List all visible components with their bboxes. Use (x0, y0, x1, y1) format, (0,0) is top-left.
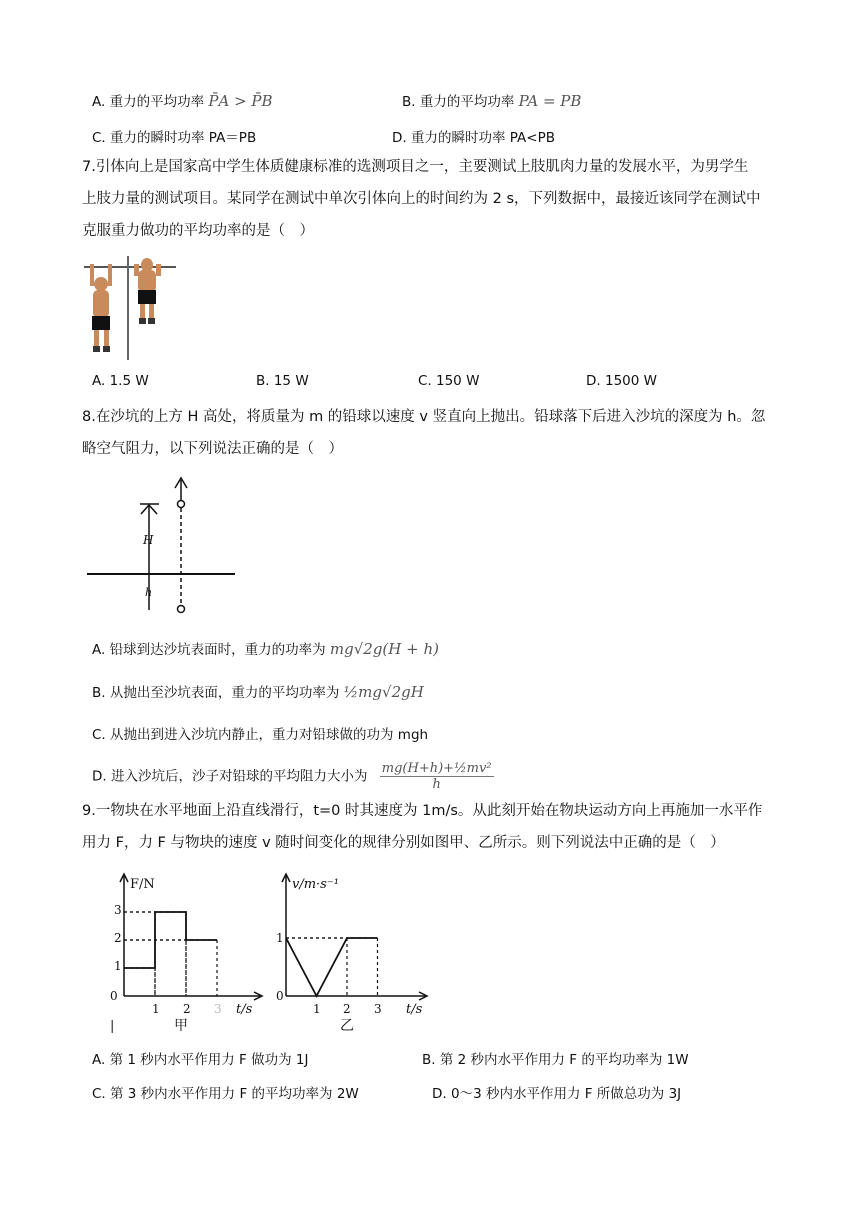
q7-stem-line: 克服重力做功的平均功率的是（ ） (82, 223, 314, 239)
q7-stem (82, 151, 782, 247)
tick-label: 1 (152, 1002, 160, 1016)
tick-label: 2 (343, 1002, 351, 1016)
y-axis-label: v/m·s⁻¹ (292, 877, 339, 892)
q9-option-d: D. 0～3 秒内水平作用力 F 所做总功为 3J (432, 1086, 682, 1102)
fraction-numerator: mg(H+h)+½mv² (381, 761, 492, 776)
q7-option-b: B. 15 W (256, 373, 309, 389)
q7-stem-line: 上肢力量的测试项目。某同学在测试中单次引体向上的时间约为 2 s，下列数据中，最接近该同学在测试中 (82, 191, 761, 207)
q7-option-d: D. 1500 W (586, 373, 657, 389)
tick-label: 0 (276, 989, 284, 1003)
svg-text:|: | (110, 1019, 115, 1034)
q8-option-b (92, 681, 424, 701)
tick-label: 2 (183, 1002, 191, 1016)
y-axis-label: F/N (130, 877, 155, 892)
q6-option-b-text: B. 重力的平均功率 (402, 94, 515, 110)
tick-label: 3 (214, 1002, 222, 1016)
q9-stem-line: 9.一物块在水平地面上沿直线滑行，t=0 时其速度为 1m/s。从此刻开始在物块运动方向上再施加一水平作 (82, 803, 763, 819)
label-H: H (143, 533, 154, 547)
tick-label: 1 (276, 931, 284, 945)
q6-option-a-formula: P̄A > P̄B (208, 92, 273, 110)
q6-option-a (92, 90, 273, 110)
chart-yi (270, 870, 450, 1035)
q8-option-b-text: B. 从抛出至沙坑表面，重力的平均功率为 (92, 685, 340, 701)
q8-stem-line: 略空气阻力，以下列说法正确的是（ ） (82, 441, 343, 457)
q8-option-d-text: D. 进入沙坑后，沙子对铅球的平均阻力大小为 (92, 768, 368, 785)
series-line (286, 938, 378, 996)
q8-option-d-fraction (380, 761, 494, 792)
q6-option-d: D. 重力的瞬时功率 PA<PB (392, 130, 555, 146)
q8-option-a-text: A. 铅球到达沙坑表面时，重力的功率为 (92, 642, 326, 658)
pullup-illustration (82, 256, 178, 360)
q8-option-a (92, 638, 439, 658)
fraction-denominator: h (432, 777, 441, 792)
q9-option-c: C. 第 3 秒内水平作用力 F 的平均功率为 2W (92, 1086, 359, 1102)
q6-option-a-text: A. 重力的平均功率 (92, 94, 205, 110)
q9-option-b: B. 第 2 秒内水平作用力 F 的平均功率为 1W (422, 1052, 689, 1068)
tick-label: 1 (313, 1002, 321, 1016)
q9-stem-line: 用力 F，力 F 与物块的速度 v 随时间变化的规律分别如图甲、乙所示。则下列说法中正确的是（ ） (82, 835, 725, 851)
q9-option-a: A. 第 1 秒内水平作用力 F 做功为 1J (92, 1052, 309, 1068)
q7-stem-line: 7.引体向上是国家高中学生体质健康标准的选测项目之一，主要测试上肢肌肉力量的发展水平，为男学生 (82, 159, 749, 175)
tick-label: 1 (114, 959, 122, 973)
q7-option-a: A. 1.5 W (92, 373, 149, 389)
q8-option-c: C. 从抛出到进入沙坑内静止，重力对铅球做的功为 mgh (92, 727, 429, 743)
q7-option-c: C. 150 W (418, 373, 480, 389)
q6-option-b-formula: PA = PB (518, 92, 582, 110)
q9-stem (82, 795, 782, 859)
x-axis-label: t/s (406, 1002, 423, 1017)
tick-label: 0 (110, 989, 118, 1003)
q6-option-c: C. 重力的瞬时功率 PA＝PB (92, 130, 257, 146)
tick-label: 2 (114, 931, 122, 945)
tick-label: 3 (374, 1002, 382, 1016)
q8-stem (82, 401, 782, 465)
label-h: h (145, 586, 153, 599)
chart-caption: 甲 (174, 1018, 188, 1034)
chart-jia (100, 870, 275, 1035)
sand-pit-diagram (85, 472, 240, 617)
x-axis-label: t/s (236, 1002, 253, 1017)
tick-label: 3 (114, 903, 122, 917)
q6-option-b (402, 90, 581, 110)
chart-caption: 乙 (340, 1018, 354, 1034)
q8-stem-line: 8.在沙坑的上方 H 高处，将质量为 m 的铅球以速度 v 竖直向上抛出。铅球落下后进入沙坑的深度为 h。忽 (82, 409, 766, 425)
q8-option-a-formula: mg√2g(H + h) (329, 640, 439, 658)
q8-option-b-formula: ½mg√2gH (343, 683, 424, 701)
q8-option-d (92, 761, 494, 792)
